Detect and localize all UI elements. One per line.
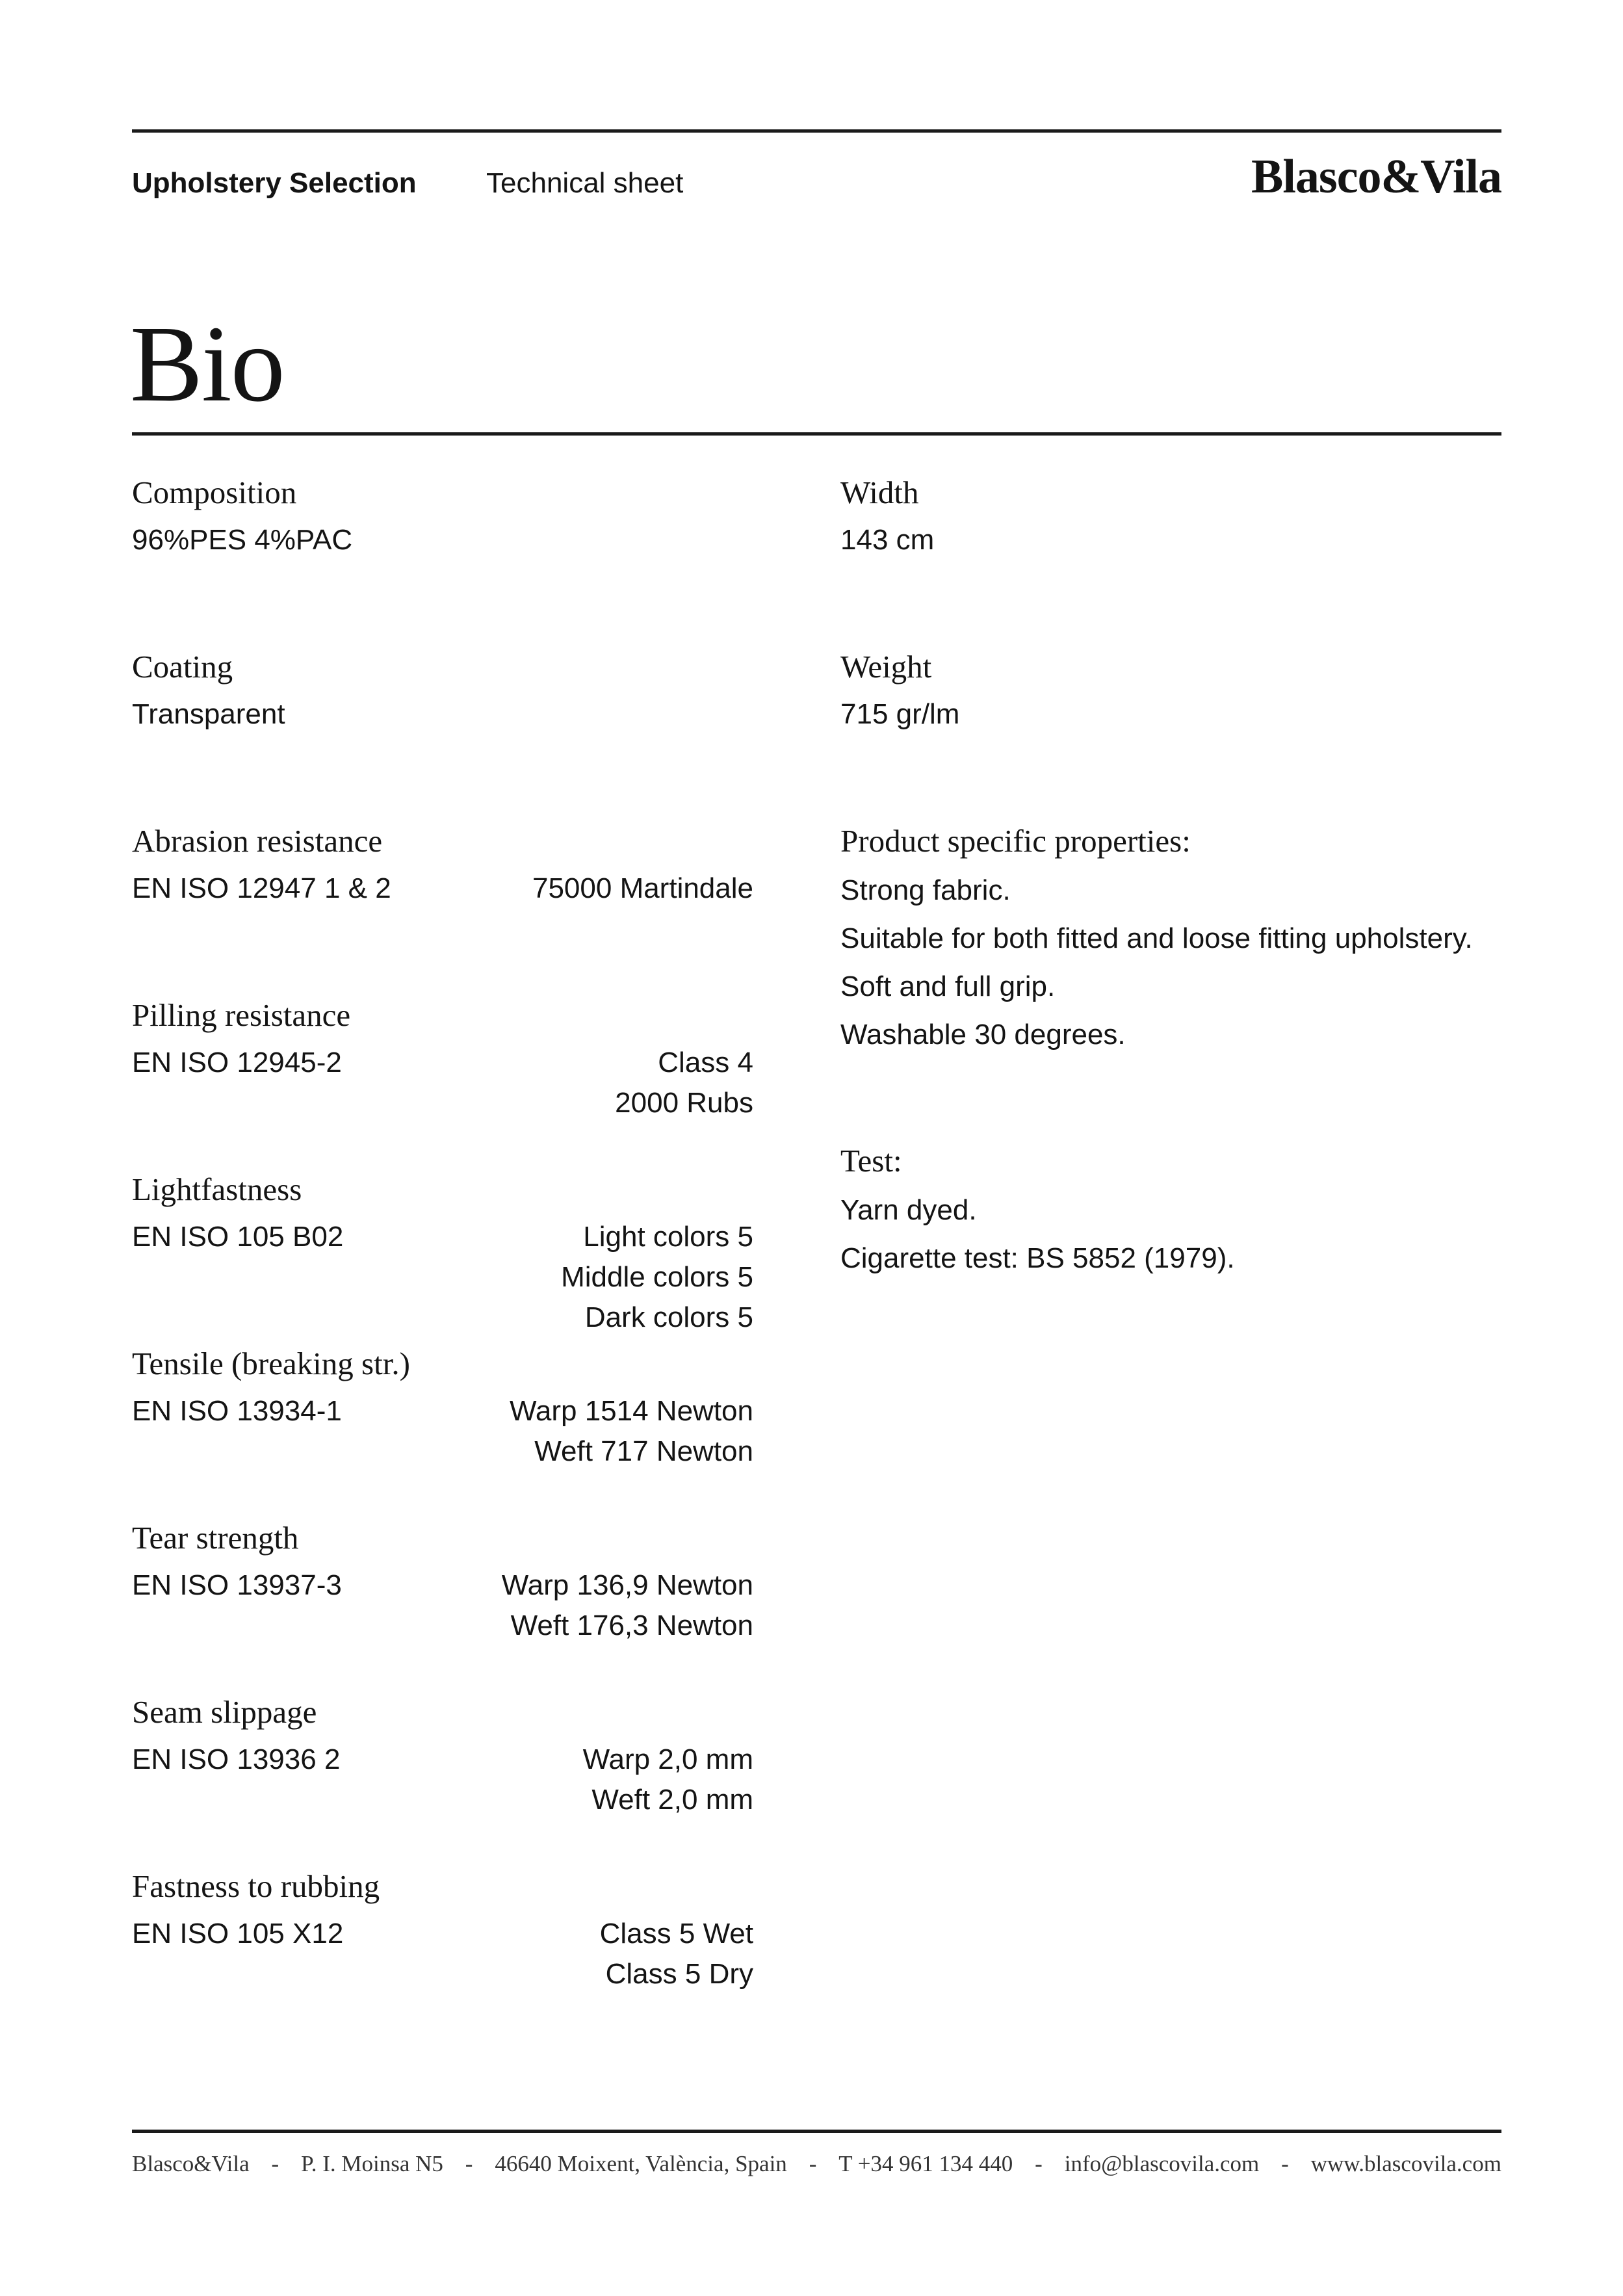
list-item: Suitable for both fitted and loose fitting upholstery. xyxy=(840,922,1473,954)
width-value: 143 cm xyxy=(840,524,935,556)
weight-value: 715 gr/lm xyxy=(840,698,960,730)
rubbing-standard: EN ISO 105 X12 xyxy=(132,1918,344,1950)
abrasion-label: Abrasion resistance xyxy=(132,823,383,859)
footer-phone: T +34 961 134 440 xyxy=(838,2151,1013,2176)
list-item: Strong fabric. xyxy=(840,874,1011,906)
footer-company: Blasco&Vila xyxy=(132,2151,250,2176)
pilling-label: Pilling resistance xyxy=(132,997,351,1033)
footer-separator: - xyxy=(809,2151,817,2176)
abrasion-standard: EN ISO 12947 1 & 2 xyxy=(132,872,391,904)
title-rule xyxy=(132,432,1501,436)
product-title: Bio xyxy=(130,304,284,424)
footer-website: www.blascovila.com xyxy=(1310,2151,1501,2176)
tear-label: Tear strength xyxy=(132,1520,299,1556)
list-item: Cigarette test: BS 5852 (1979). xyxy=(840,1242,1235,1274)
coating-label: Coating xyxy=(132,649,233,685)
tear-value: Warp 136,9 Newton xyxy=(501,1569,753,1601)
lightfastness-value: Dark colors 5 xyxy=(584,1301,753,1333)
pilling-value: 2000 Rubs xyxy=(615,1087,753,1119)
lightfastness-standard: EN ISO 105 B02 xyxy=(132,1221,344,1253)
seam-standard: EN ISO 13936 2 xyxy=(132,1743,341,1775)
footer-city: 46640 Moixent, València, Spain xyxy=(495,2151,787,2176)
top-rule xyxy=(132,129,1501,133)
footer-separator: - xyxy=(1281,2151,1289,2176)
list-item: Yarn dyed. xyxy=(840,1194,977,1226)
pilling-value: Class 4 xyxy=(658,1047,753,1078)
tear-value: Weft 176,3 Newton xyxy=(510,1610,753,1641)
seam-label: Seam slippage xyxy=(132,1694,317,1730)
rubbing-label: Fastness to rubbing xyxy=(132,1868,380,1904)
lightfastness-value: Light colors 5 xyxy=(583,1221,753,1253)
coating-value: Transparent xyxy=(132,698,285,730)
collection-name: Upholstery Selection xyxy=(132,167,417,199)
footer-email: info@blascovila.com xyxy=(1064,2151,1260,2176)
footer-rule xyxy=(132,2130,1501,2133)
properties-label: Product specific properties: xyxy=(840,823,1191,859)
lightfastness-label: Lightfastness xyxy=(132,1171,302,1207)
rubbing-value: Class 5 Wet xyxy=(599,1918,753,1950)
weight-label: Weight xyxy=(840,649,932,685)
composition-value: 96%PES 4%PAC xyxy=(132,524,353,556)
tensile-standard: EN ISO 13934-1 xyxy=(132,1395,342,1427)
footer xyxy=(132,2148,1501,2180)
list-item: Soft and full grip. xyxy=(840,971,1056,1002)
footer-separator: - xyxy=(1035,2151,1043,2176)
footer-address: P. I. Moinsa N5 xyxy=(301,2151,443,2176)
test-label: Test: xyxy=(840,1143,902,1179)
footer-separator: - xyxy=(465,2151,473,2176)
properties-list xyxy=(840,867,1473,1059)
lightfastness-value: Middle colors 5 xyxy=(561,1261,753,1293)
list-item: Washable 30 degrees. xyxy=(840,1019,1126,1050)
width-label: Width xyxy=(840,475,919,510)
tensile-value: Warp 1514 Newton xyxy=(509,1395,753,1427)
brand-logo: Blasco&Vila xyxy=(1251,150,1501,203)
seam-value: Warp 2,0 mm xyxy=(582,1743,753,1775)
footer-separator: - xyxy=(271,2151,279,2176)
tensile-value: Weft 717 Newton xyxy=(534,1435,753,1467)
abrasion-value: 75000 Martindale xyxy=(532,872,753,904)
test-list xyxy=(840,1186,1235,1283)
pilling-standard: EN ISO 12945-2 xyxy=(132,1047,342,1078)
document-type: Technical sheet xyxy=(486,167,684,199)
rubbing-value: Class 5 Dry xyxy=(605,1958,753,1990)
tear-standard: EN ISO 13937-3 xyxy=(132,1569,342,1601)
composition-label: Composition xyxy=(132,475,297,510)
seam-value: Weft 2,0 mm xyxy=(591,1784,753,1816)
tensile-label: Tensile (breaking str.) xyxy=(132,1346,410,1381)
